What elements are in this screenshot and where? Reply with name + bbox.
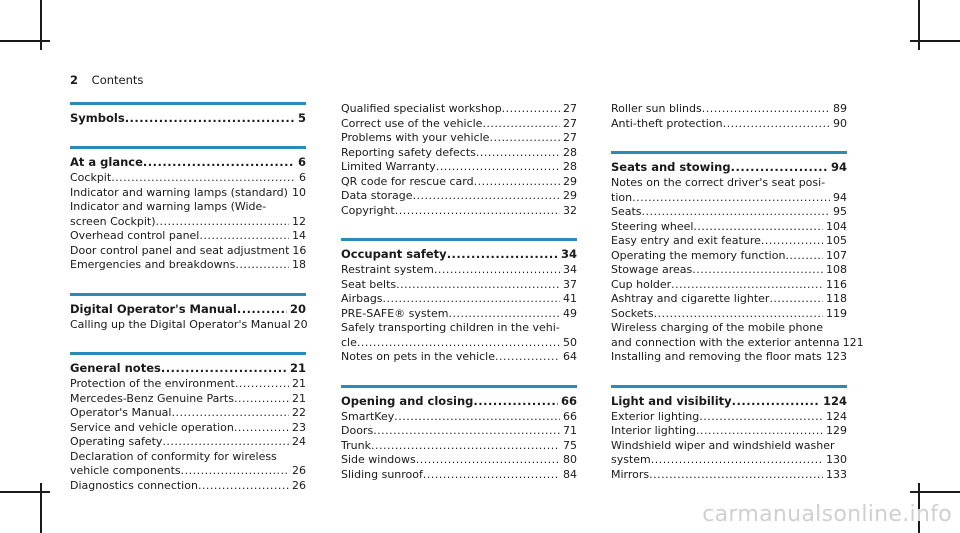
toc-entry[interactable]	[70, 186, 306, 201]
section-rule	[341, 238, 577, 241]
entry-page: 34	[563, 263, 577, 276]
toc-entry[interactable]	[70, 215, 306, 230]
crop-mark	[910, 491, 960, 493]
entry-title: Emergencies and breakdowns	[70, 258, 236, 271]
entry-page: 130	[826, 453, 847, 466]
toc-entry[interactable]	[341, 468, 577, 483]
dot-leader	[383, 292, 560, 307]
toc-entry[interactable]	[611, 410, 847, 425]
section-page: 6	[297, 155, 306, 169]
section-title: Opening and closing	[341, 393, 474, 408]
toc-entry[interactable]	[341, 189, 577, 204]
entry-page: 116	[826, 277, 847, 291]
section-page: 66	[560, 393, 577, 408]
toc-section	[70, 146, 306, 273]
toc-entry[interactable]	[611, 263, 847, 278]
entry-title: Operator's Manual	[70, 406, 172, 419]
section-page: 124	[822, 393, 847, 408]
toc-entry-title-line[interactable]: Wireless charging of the mobile phone	[611, 321, 823, 334]
dot-leader	[699, 410, 823, 425]
toc-section	[611, 151, 864, 365]
entry-page: 105	[826, 234, 847, 247]
entry-title-continued: tion	[611, 190, 633, 204]
entry-page: 84	[563, 467, 577, 481]
dot-leader	[502, 102, 560, 117]
toc-entry[interactable]	[341, 204, 577, 219]
section-rule	[70, 102, 306, 105]
toc-entry[interactable]	[611, 278, 847, 293]
entry-title: Easy entry and exit feature	[611, 234, 761, 247]
toc-entry[interactable]	[341, 175, 577, 190]
entry-page: 28	[563, 160, 577, 173]
toc-column-2	[341, 102, 577, 502]
toc-entry[interactable]	[70, 171, 306, 186]
toc-entry[interactable]	[70, 244, 306, 259]
entry-title: Overhead control panel	[70, 229, 200, 242]
toc-entry-title-line[interactable]: Windshield wiper and windshield washer	[611, 438, 835, 452]
entry-page: 23	[292, 420, 306, 434]
dot-leader	[125, 110, 295, 126]
toc-section-heading[interactable]	[70, 301, 306, 317]
entry-title: Correct use of the vehicle	[341, 116, 483, 130]
entry-title: Problems with your vehicle	[341, 131, 490, 144]
dot-leader	[476, 146, 560, 161]
toc-entry[interactable]	[611, 220, 847, 235]
entry-title: Mirrors	[611, 467, 650, 481]
dot-leader	[436, 160, 560, 175]
toc-entry[interactable]	[70, 377, 306, 392]
entry-title: Doors	[341, 424, 374, 437]
entry-page: 12	[292, 214, 306, 228]
dot-leader	[234, 392, 289, 407]
entry-page: 18	[292, 258, 306, 271]
entry-page: 27	[563, 102, 577, 115]
toc-section	[611, 385, 847, 483]
section-page: 94	[830, 160, 847, 174]
crop-mark	[0, 40, 50, 42]
entry-title: QR code for rescue card	[341, 174, 474, 188]
page-title: Contents	[91, 73, 144, 87]
toc-section-heading[interactable]	[611, 393, 847, 409]
entry-title: Indicator and warning lamps (standard)	[70, 185, 288, 199]
dot-leader	[632, 191, 830, 206]
entry-title: Operating safety	[70, 435, 163, 448]
toc-column-3	[611, 102, 864, 502]
toc-entry[interactable]	[341, 307, 577, 322]
section-title: At a glance	[70, 155, 143, 169]
dot-leader	[723, 117, 830, 132]
dot-leader	[237, 301, 287, 317]
entry-page: 29	[563, 189, 577, 202]
entry-page: 27	[563, 116, 577, 130]
toc-section-heading[interactable]	[341, 246, 577, 262]
entry-page: 123	[826, 350, 847, 363]
entry-page: 89	[833, 102, 847, 115]
entry-page: 10	[292, 185, 306, 199]
dot-leader	[235, 377, 289, 392]
toc-entry[interactable]	[341, 263, 577, 278]
toc-section	[70, 352, 306, 493]
dot-leader	[732, 393, 820, 409]
entry-page: 27	[563, 131, 577, 144]
toc-entry-title-line[interactable]: Indicator and warning lamps (Wide-	[70, 200, 267, 213]
toc-entry[interactable]	[341, 131, 577, 146]
entry-page: 66	[563, 409, 577, 423]
dot-leader	[651, 453, 823, 468]
section-page: 21	[289, 361, 306, 375]
crop-mark	[910, 40, 960, 42]
crop-mark	[40, 0, 42, 50]
section-rule	[70, 146, 306, 149]
entry-page: 75	[563, 438, 577, 452]
entry-title: Qualified specialist workshop	[341, 102, 502, 115]
toc-entry[interactable]	[70, 406, 306, 421]
entry-page: 90	[833, 116, 847, 130]
dot-leader	[373, 424, 560, 439]
toc-section	[70, 102, 306, 126]
entry-title: Airbags	[341, 292, 383, 305]
dot-leader	[447, 246, 558, 262]
toc-entry[interactable]	[70, 421, 306, 436]
entry-title: Cockpit	[70, 171, 112, 184]
toc-column-1	[70, 102, 306, 513]
toc-entry[interactable]	[341, 117, 577, 132]
toc-entry[interactable]	[341, 160, 577, 175]
page-header	[70, 73, 143, 87]
dot-leader	[649, 468, 823, 483]
toc-entry[interactable]	[341, 439, 577, 454]
section-title: Digital Operator's Manual	[70, 301, 237, 316]
dot-leader	[761, 234, 823, 249]
entry-title: Stowage areas	[611, 263, 693, 276]
toc-entry[interactable]	[611, 102, 847, 117]
entry-page: 29	[563, 174, 577, 188]
page-number: 2	[70, 73, 79, 87]
toc-entry[interactable]	[611, 453, 847, 468]
entry-page: 71	[563, 424, 577, 437]
toc-section-heading[interactable]	[70, 360, 306, 376]
dot-leader	[394, 410, 560, 425]
entry-title: Restraint system	[341, 263, 434, 276]
entry-title: Protection of the environment	[70, 377, 235, 390]
dot-leader	[416, 453, 560, 468]
entry-title: Reporting safety defects	[341, 145, 476, 159]
entry-page: 21	[292, 391, 306, 405]
toc-entry-title-line[interactable]: Safely transporting children in the vehi-	[341, 321, 560, 334]
section-page: 5	[297, 111, 306, 125]
toc-entry[interactable]	[341, 453, 577, 468]
toc-section	[611, 102, 847, 131]
entry-page: 108	[826, 263, 847, 276]
watermark: carmanualsonline.info	[702, 502, 952, 527]
entry-page: 37	[563, 277, 577, 291]
dot-leader	[654, 307, 823, 322]
section-page: 34	[560, 247, 577, 261]
toc-section-heading[interactable]	[611, 159, 847, 175]
section-page: 20	[289, 301, 306, 316]
toc-entry[interactable]	[611, 249, 847, 264]
entry-page: 80	[563, 453, 577, 466]
toc-entry[interactable]	[341, 350, 577, 365]
entry-page: 14	[292, 229, 306, 242]
dot-leader	[234, 421, 289, 436]
section-rule	[611, 151, 847, 154]
toc-entry[interactable]	[611, 234, 847, 249]
entry-page: 16	[292, 243, 307, 257]
entry-title-continued: and connection with the exterior antenna	[611, 335, 840, 349]
toc-entry[interactable]	[341, 410, 577, 425]
entry-page: 94	[833, 190, 847, 204]
toc-entry[interactable]	[70, 479, 306, 494]
entry-page: 50	[563, 335, 577, 349]
dot-leader	[495, 350, 560, 365]
entry-title: Service and vehicle operation	[70, 420, 234, 434]
dot-leader	[198, 479, 289, 494]
dot-leader	[111, 171, 296, 186]
entry-title: Diagnostics connection	[70, 478, 198, 492]
entry-page: 129	[826, 424, 847, 437]
dot-leader	[395, 204, 560, 219]
entry-title: PRE-SAFE® system	[341, 306, 449, 320]
toc-entry[interactable]	[611, 468, 847, 483]
toc-entry[interactable]	[70, 318, 306, 333]
entry-title: Seats	[611, 205, 642, 218]
toc-section-heading[interactable]	[70, 154, 306, 170]
entry-title: Notes on pets in the vehicle	[341, 350, 496, 363]
toc-entry[interactable]	[611, 117, 847, 132]
dot-leader	[143, 154, 295, 170]
dot-leader	[161, 360, 287, 376]
section-title: Seats and stowing	[611, 160, 731, 174]
toc-entry[interactable]	[70, 464, 306, 479]
entry-title: Steering wheel	[611, 219, 694, 233]
entry-title: Limited Warranty	[341, 160, 436, 173]
toc-section	[341, 102, 577, 218]
entry-page: 28	[563, 145, 577, 159]
entry-page: 49	[563, 306, 577, 320]
toc-entry[interactable]	[341, 278, 577, 293]
toc-section-heading[interactable]	[70, 110, 306, 126]
dot-leader	[482, 117, 560, 132]
entry-page: 95	[833, 205, 847, 218]
dot-leader	[693, 220, 823, 235]
dot-leader	[371, 439, 560, 454]
toc-section	[70, 293, 306, 333]
toc-entry[interactable]	[70, 258, 306, 273]
toc-entry[interactable]	[341, 102, 577, 117]
entry-title: SmartKey	[341, 409, 395, 423]
crop-mark	[918, 0, 920, 50]
entry-title: Interior lighting	[611, 424, 697, 437]
section-rule	[70, 293, 306, 296]
toc-entry[interactable]	[70, 229, 306, 244]
dot-leader	[731, 159, 828, 175]
toc-entry[interactable]	[611, 191, 847, 206]
entry-page: 20	[293, 317, 308, 331]
entry-title-continued: system	[611, 453, 651, 466]
entry-page: 32	[563, 203, 577, 217]
toc-section	[341, 385, 577, 483]
dot-leader	[181, 464, 289, 479]
entry-page: 26	[292, 464, 306, 477]
section-title: General notes	[70, 361, 161, 375]
toc-entry[interactable]	[611, 292, 847, 307]
entry-page: 6	[299, 171, 306, 184]
section-rule	[611, 385, 847, 388]
entry-page: 121	[842, 335, 864, 349]
toc-entry[interactable]	[341, 336, 577, 351]
entry-title: Cup holder	[611, 277, 672, 291]
dot-leader	[357, 336, 560, 351]
entry-title: Side windows	[341, 453, 416, 466]
section-rule	[341, 385, 577, 388]
entry-page: 118	[826, 292, 847, 305]
entry-page: 64	[563, 350, 577, 363]
entry-page: 22	[292, 406, 306, 419]
dot-leader	[434, 263, 560, 278]
entry-title: Door control panel and seat adjustment	[70, 243, 290, 257]
entry-title: Roller sun blinds	[611, 102, 702, 115]
entry-title: Anti-theft protection	[611, 116, 723, 130]
entry-page: 104	[826, 219, 847, 233]
entry-page: 21	[292, 377, 306, 390]
entry-title: Operating the memory function	[611, 248, 786, 262]
entry-title: Copyright	[341, 203, 395, 217]
dot-leader	[696, 424, 823, 439]
dot-leader	[199, 229, 289, 244]
dot-leader	[489, 131, 560, 146]
dot-leader	[671, 278, 823, 293]
entry-title: Seat belts	[341, 277, 397, 291]
dot-leader	[162, 435, 289, 450]
section-title: Symbols	[70, 111, 125, 125]
entry-page: 107	[826, 248, 847, 262]
dot-leader	[448, 307, 560, 322]
entry-page: 24	[292, 435, 306, 448]
dot-leader	[642, 205, 830, 220]
entry-title: Mercedes-Benz Genuine Parts	[70, 391, 234, 405]
dot-leader	[785, 249, 823, 264]
dot-leader	[474, 175, 560, 190]
entry-page: 26	[292, 478, 306, 492]
toc-entry[interactable]	[70, 392, 306, 407]
toc-entry-title-line[interactable]: Declaration of conformity for wireless	[70, 449, 277, 463]
entry-title: Calling up the Digital Operator's Manual	[70, 317, 291, 331]
entry-page: 119	[826, 306, 847, 320]
section-title: Light and visibility	[611, 393, 732, 408]
entry-title: Trunk	[341, 438, 371, 452]
toc-entry[interactable]	[341, 292, 577, 307]
dot-leader	[156, 215, 289, 230]
toc-entry[interactable]	[611, 350, 847, 365]
dot-leader	[423, 468, 560, 483]
entry-title: Sockets	[611, 306, 654, 320]
toc-section-heading[interactable]	[341, 393, 577, 409]
crop-mark	[0, 491, 50, 493]
toc-entry-title-line[interactable]: Notes on the correct driver's seat posi-	[611, 176, 826, 189]
entry-page: 133	[826, 467, 847, 481]
entry-page: 41	[563, 292, 577, 305]
dot-leader	[692, 263, 823, 278]
dot-leader	[702, 102, 830, 117]
entry-title: Installing and removing the floor mats	[611, 350, 822, 363]
dot-leader	[171, 406, 289, 421]
entry-title: Exterior lighting	[611, 409, 700, 423]
entry-title: Ashtray and cigarette lighter	[611, 292, 770, 305]
entry-title-continued: cle	[341, 335, 357, 349]
entry-title-continued: screen Cockpit)	[70, 214, 156, 228]
dot-leader	[396, 278, 560, 293]
section-title: Occupant safety	[341, 247, 447, 261]
toc-entry[interactable]	[611, 307, 847, 322]
toc-entry[interactable]	[341, 146, 577, 161]
entry-page: 124	[826, 409, 847, 423]
toc-section	[341, 238, 577, 365]
toc-entry[interactable]	[611, 205, 847, 220]
toc-entry[interactable]	[611, 335, 864, 351]
toc-entry[interactable]	[611, 424, 847, 439]
section-rule	[70, 352, 306, 355]
dot-leader	[235, 258, 289, 273]
toc-entry[interactable]	[70, 435, 306, 450]
entry-title: Sliding sunroof	[341, 467, 423, 481]
dot-leader	[769, 292, 823, 307]
entry-title: Data storage	[341, 189, 413, 202]
dot-leader	[413, 189, 560, 204]
toc-entry[interactable]	[341, 424, 577, 439]
dot-leader	[473, 393, 558, 409]
entry-title-continued: vehicle components	[70, 464, 181, 477]
